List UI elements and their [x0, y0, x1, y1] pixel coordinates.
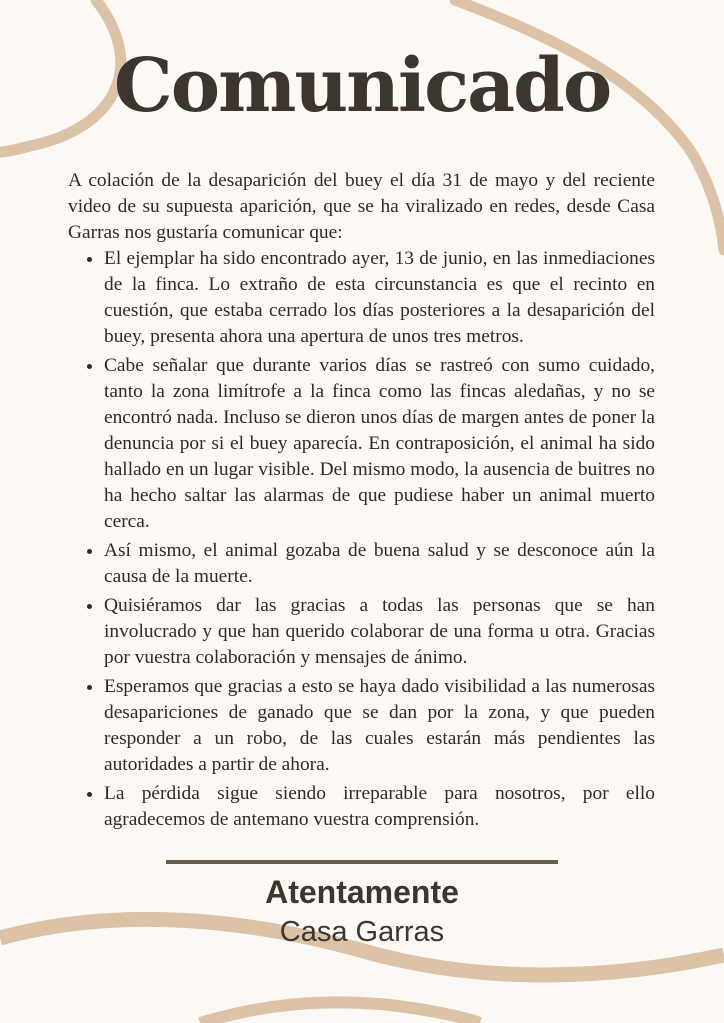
intro-paragraph: A colación de la desaparición del buey el día 31 de mayo y del reciente video de su supuesta aparición, que se ha viralizado en redes, desde Casa Garras nos gustaría comunicar que: [68, 170, 655, 243]
statement-point-4: • Quisiéramos dar las gracias a todas las personas que se han involucrado y que han querido colaborar de una forma u otra. Gracias por vuestra colaboración y mensajes de ánimo. [104, 593, 655, 671]
section-divider [166, 860, 558, 864]
organization-name: Casa Garras [279, 916, 445, 948]
statement-point-5: • Esperamos que gracias a esto se haya dado visibilidad a las numerosas desapariciones de ganado que se dan por la zona, y que pueden responder a un robo, de las cuales estarán más pendientes las autoridades a partir de ahora. [104, 674, 655, 778]
statement-point-2: • Cabe señalar que durante varios días se rastreó con sumo cuidado, tanto la zona limítrofe a la finca como las fincas aledañas, y no se encontró nada. Incluso se dieron unos días de margen antes de poner la denuncia por si el buey aparecía. En contraposición, el animal ha sido hallado en un lugar visible. Del mismo modo, la ausencia de buitres no ha hecho saltar las alarmas de que pudiese haber un animal muerto cerca. [104, 353, 655, 535]
signoff-heading: Atentamente [265, 874, 459, 910]
statement-point-6: • La pérdida sigue siendo irreparable para nosotros, por ello agradecemos de antemano vuestra comprensión. [104, 781, 655, 833]
statement-points [68, 246, 655, 833]
page-title: Comunicado [113, 43, 611, 129]
statement-body [68, 168, 655, 836]
statement-point-3: • Así mismo, el animal gozaba de buena salud y se desconoce aún la causa de la muerte. [104, 538, 655, 590]
statement-point-1: • El ejemplar ha sido encontrado ayer, 13 de junio, en las inmediaciones de la finca. Lo extraño de esta circunstancia es que el recinto en cuestión, que estaba cerrado los días posteriores a la desaparición del buey, presenta ahora una apertura de unos tres metros. [104, 246, 655, 350]
bottom-wave-lower [200, 1002, 480, 1023]
